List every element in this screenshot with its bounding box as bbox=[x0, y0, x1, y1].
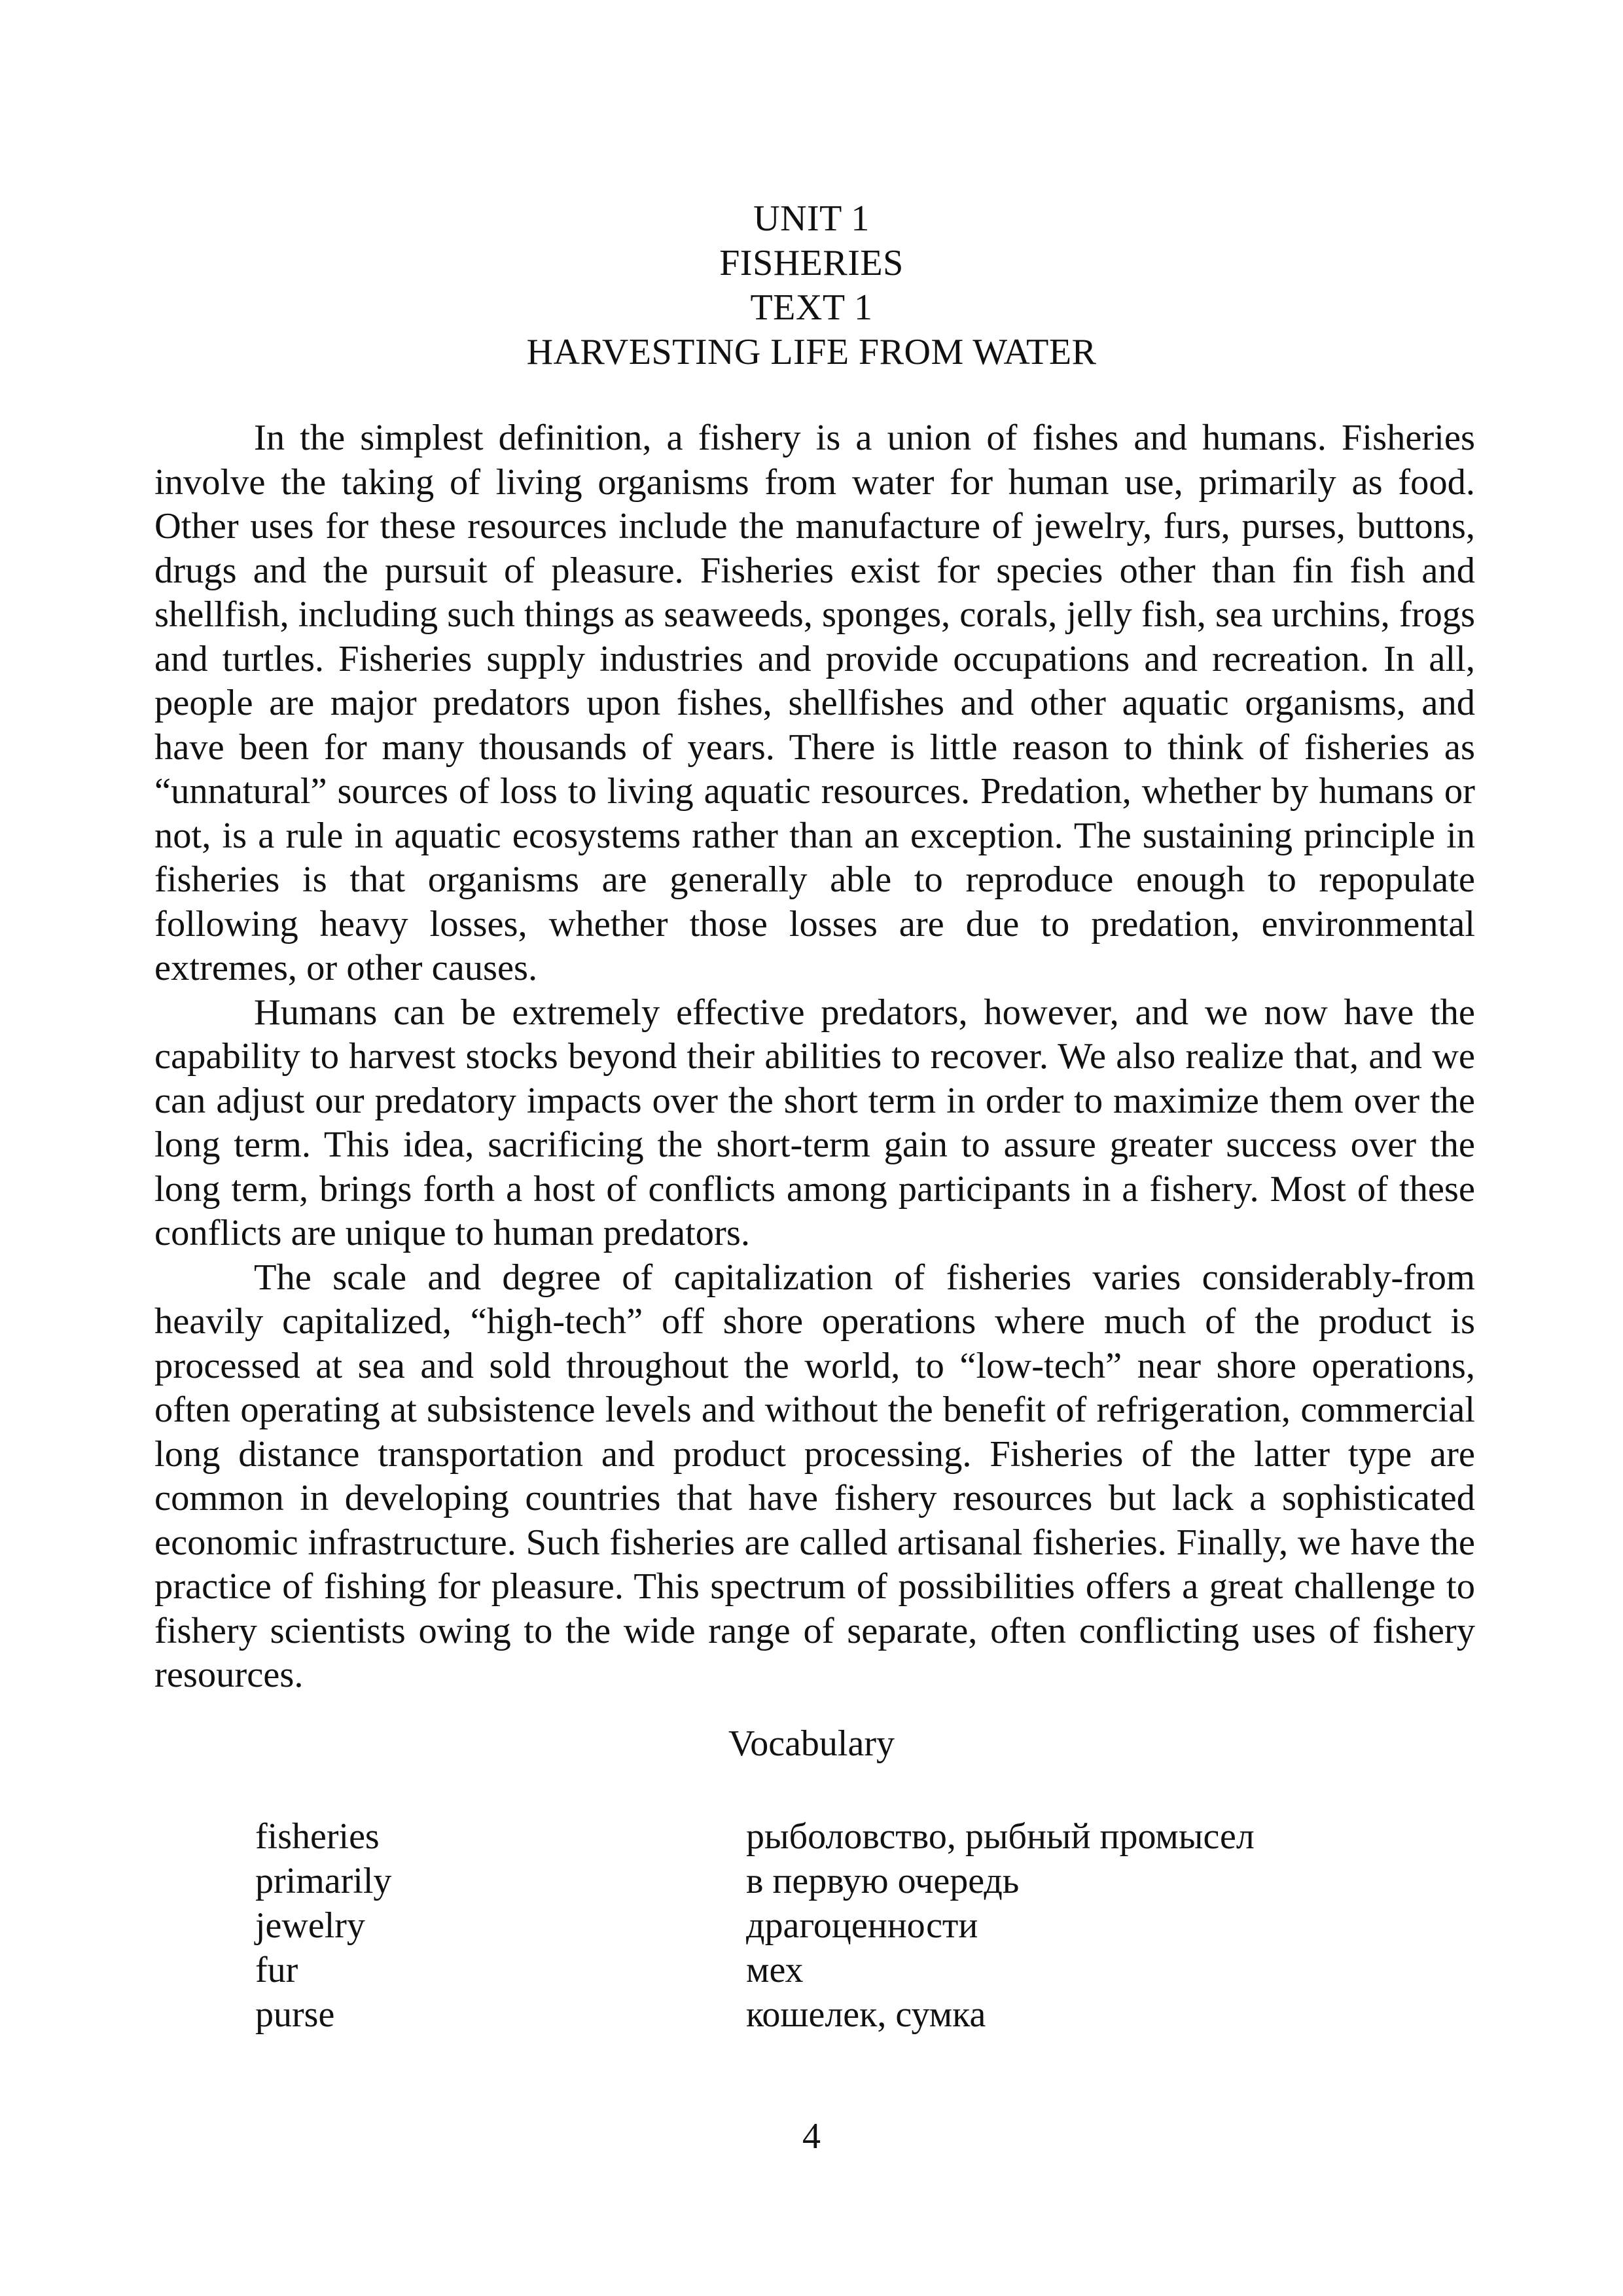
text-number: TEXT 1 bbox=[750, 287, 873, 328]
page-number: 4 bbox=[802, 2116, 821, 2157]
topic-title: FISHERIES bbox=[719, 243, 904, 283]
body-text bbox=[154, 416, 1475, 1698]
heading-block bbox=[0, 196, 1623, 374]
vocabulary-entry bbox=[255, 1992, 1433, 2037]
vocabulary-list bbox=[255, 1814, 1433, 2037]
vocabulary-translation: кошелек, сумка bbox=[746, 1994, 986, 2035]
vocabulary-translation: в первую очередь bbox=[746, 1861, 1020, 1901]
vocabulary-term: fisheries bbox=[255, 1816, 380, 1857]
vocabulary-term: purse bbox=[255, 1994, 335, 2035]
unit-label: UNIT 1 bbox=[753, 198, 870, 239]
vocabulary-term: jewelry bbox=[255, 1905, 365, 1946]
vocabulary-translation: рыболовство, рыбный промысел bbox=[746, 1816, 1255, 1857]
vocabulary-translation: мех bbox=[746, 1950, 804, 1990]
vocabulary-title: Vocabulary bbox=[728, 1723, 895, 1764]
vocabulary-entry bbox=[255, 1948, 1433, 1992]
paragraph: In the simplest definition, a fishery is a union of fishes and humans. Fisheries involve the taking of living organisms from water for human use, primarily as food. Other uses for these resources include the manufacture of jewelry, furs, purses, buttons, drugs and the pursuit of pleasure. Fisheries exist for species other than fin fish and shellfish, including such things as seaweeds, sponges, corals, jelly fish, sea urchins, frogs and turtles. Fisheries supply industries and provide occupations and recreation. In all, people are major predators upon fishes, shellfishes and other aquatic organisms, and have been for many thousands of years. There is little reason to think of fisheries as “unnatural” sources of loss to living aquatic resources. Predation, whether by humans or not, is a rule in aquatic ecosystems rather than an exception. The sustaining principle in fisheries is that organisms are generally able to reproduce enough to repopulate following heavy losses, whether those losses are due to predation, environmental extremes, or other causes. bbox=[154, 418, 1475, 988]
vocabulary-entry bbox=[255, 1859, 1433, 1903]
vocabulary-term: primarily bbox=[255, 1861, 392, 1901]
paragraph: The scale and degree of capitalization of fisheries varies considerably-from heavily capitalized, “high-tech” off shore operations where much of the product is processed at sea and sold throughout the world, to “low-tech” near shore operations, often operating at subsistence levels and without the benefit of refrigeration, commercial long distance transportation and product processing. Fisheries of the latter type are common in developing countries that have fishery resources but lack a sophisticated economic infrastructure. Such fisheries are called artisanal fisheries. Finally, we have the practice of fishing for pleasure. This spectrum of possibilities offers a great challenge to fishery scientists owing to the wide range of separate, often conflicting uses of fishery resources. bbox=[154, 1257, 1475, 1695]
text-title: HARVESTING LIFE FROM WATER bbox=[526, 332, 1097, 372]
paragraph: Humans can be extremely effective predators, however, and we now have the capability to harvest stocks beyond their abilities to recover. We also realize that, and we can adjust our predatory impacts over the short term in order to maximize them over the long term. This idea, sacrificing the short-term gain to assure greater success over the long term, brings forth a host of conflicts among participants in a fishery. Most of these conflicts are unique to human predators. bbox=[154, 992, 1475, 1253]
vocabulary-entry bbox=[255, 1814, 1433, 1859]
vocabulary-translation: драгоценности bbox=[746, 1905, 978, 1946]
vocabulary-entry bbox=[255, 1903, 1433, 1948]
vocabulary-term: fur bbox=[255, 1950, 298, 1990]
